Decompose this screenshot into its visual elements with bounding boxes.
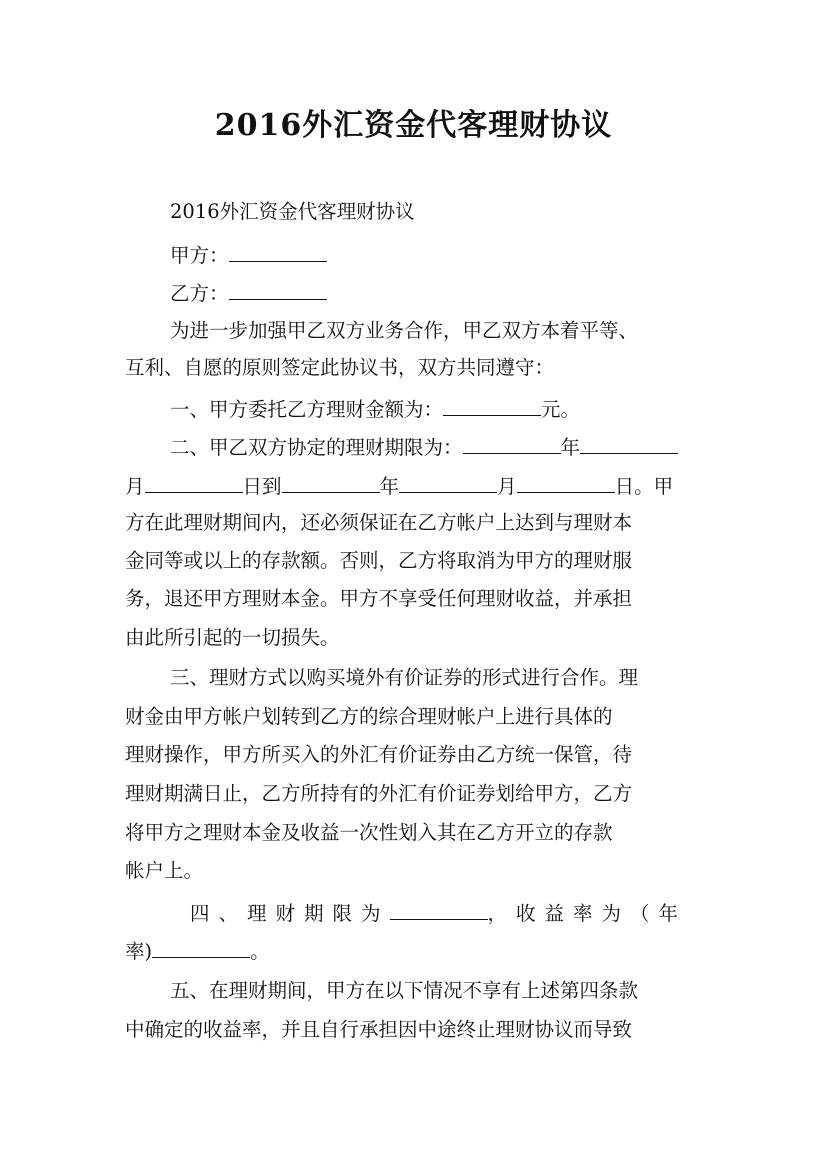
intro-line-2: 互利、自愿的原则签定此协议书，双方共同遵守： — [125, 356, 555, 379]
clause-2-line-3: 方在此理财期间内，还必须保证在乙方帐户上达到与理财本 — [125, 511, 633, 534]
year-label-1: 年 — [560, 436, 581, 459]
rate-blank — [152, 938, 250, 958]
clause-2-line-4: 金同等或以上的存款额。否则，乙方将取消为甲方的理财服 — [125, 549, 633, 572]
clause-3-line-1: 三、理财方式以购买境外有价证券的形式进行合作。理 — [170, 666, 639, 689]
clause-1-line — [170, 396, 580, 423]
start-year-blank — [463, 434, 561, 454]
day-label-end: 日。甲 — [614, 475, 674, 498]
year-label-2: 年 — [379, 475, 400, 498]
agreement-heading: 2016外汇资金代客理财协议 — [170, 200, 415, 223]
end-day-blank — [517, 473, 615, 493]
start-month-blank — [580, 434, 678, 454]
clause-2-text: 二、甲乙双方协定的理财期限为： — [170, 436, 463, 459]
end-month-blank — [399, 473, 497, 493]
clause-1-text: 一、甲方委托乙方理财金额为： — [170, 398, 444, 421]
clause-4-line-2 — [125, 938, 270, 965]
month-label-1: 月 — [125, 475, 145, 498]
intro-line-1: 为进一步加强甲乙双方业务合作，甲乙双方本着平等、 — [170, 319, 639, 342]
clause-5-line-2: 中确定的收益率，并且自行承担因中途终止理财协议而导致 — [125, 1018, 633, 1041]
party-b-line — [170, 280, 327, 307]
day-to-label: 日到 — [242, 475, 282, 498]
clause-2-line-6: 由此所引起的一切损失。 — [125, 626, 340, 649]
clause-3-line-5: 将甲方之理财本金及收益一次性划入其在乙方开立的存款 — [125, 821, 613, 844]
clause-5-line-1: 五、在理财期间，甲方在以下情况不享有上述第四条款 — [170, 979, 639, 1002]
term-blank — [390, 900, 488, 920]
party-b-blank — [229, 280, 327, 300]
clause-3-line-6: 帐户上。 — [125, 859, 204, 882]
party-a-line — [170, 242, 327, 269]
start-day-blank — [145, 473, 243, 493]
end-year-blank — [282, 473, 380, 493]
party-a-label: 甲方： — [170, 244, 229, 267]
clause-3-line-3: 理财操作，甲方所买入的外汇有价证券由乙方统一保管，待 — [125, 743, 633, 766]
month-label-2: 月 — [497, 475, 517, 498]
clause-4-end: 。 — [250, 940, 270, 963]
party-a-blank — [229, 242, 327, 262]
clause-4-text: 四、理财期限为 — [190, 902, 390, 925]
clause-3-line-4: 理财期满日止，乙方所持有的外汇有价证券划给甲方，乙方 — [125, 782, 633, 805]
clause-2-line-5: 务，退还甲方理财本金。甲方不享受任何理财收益，并承担 — [125, 587, 633, 610]
party-b-label: 乙方： — [170, 282, 229, 305]
clause-4-line-1 — [190, 900, 687, 927]
clause-2-line-2 — [125, 473, 673, 500]
clause-2-line-1 — [170, 434, 678, 461]
document-title: 2016外汇资金代客理财协议 — [214, 108, 613, 143]
clause-1-unit: 元。 — [541, 398, 581, 421]
clause-3-line-2: 财金由甲方帐户划转到乙方的综合理财帐户上进行具体的 — [125, 705, 613, 728]
rate-label: 率) — [125, 940, 153, 963]
clause-4-rate: ，收益率为（年 — [487, 902, 688, 925]
amount-blank — [443, 396, 541, 416]
